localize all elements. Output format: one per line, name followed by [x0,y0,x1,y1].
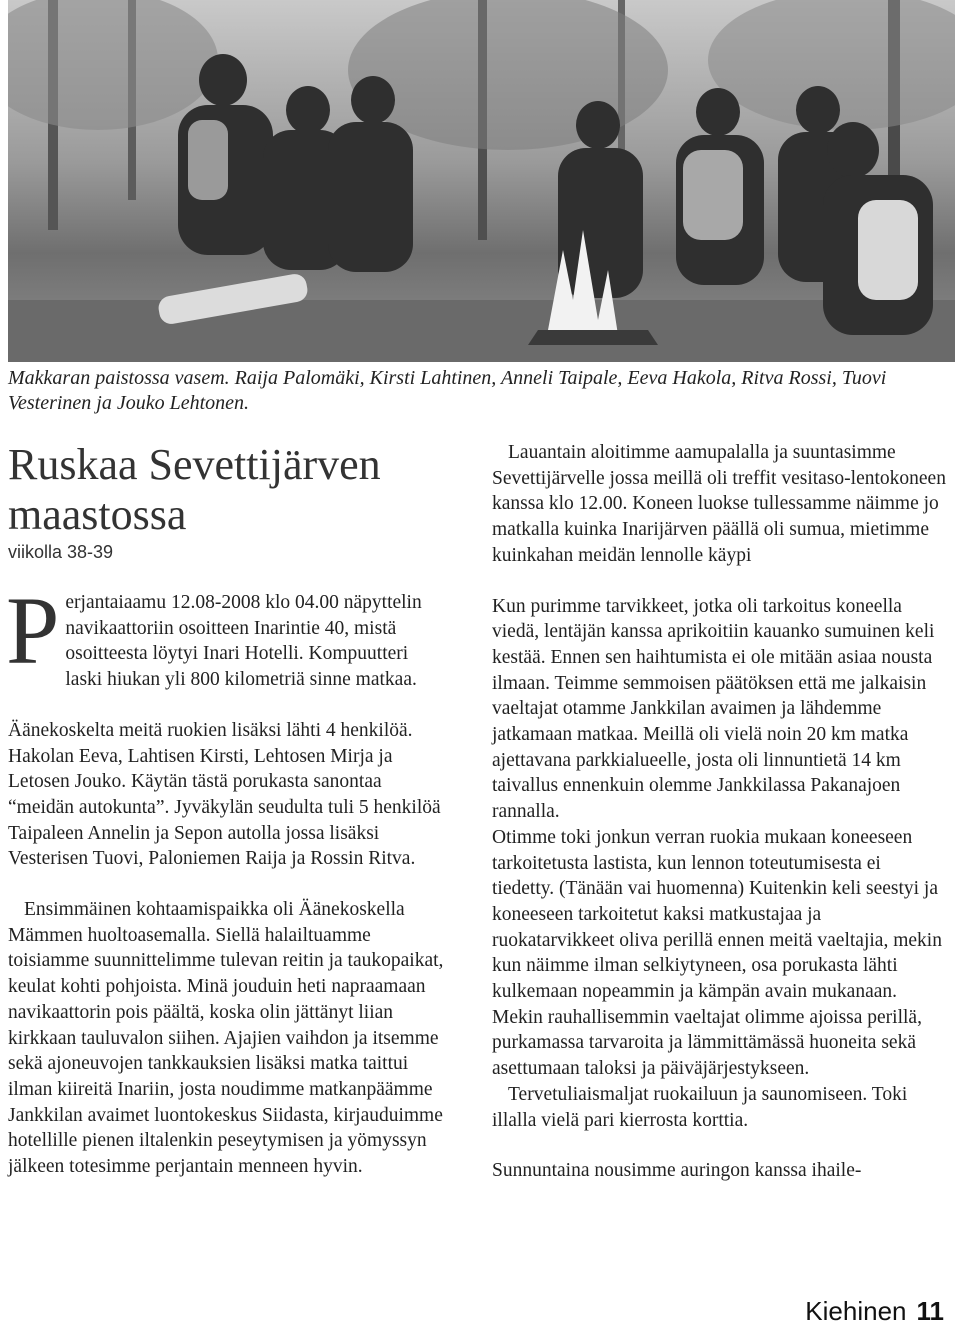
right-column [492,440,947,1184]
paragraph-4: Lauantain aloitimme aamupalalla ja suuntasimme Sevettijärvelle jossa meillä oli treffit vesitaso-lentokoneen kanssa klo 12.00. Koneen luokse tullessamme näimme jo matkalla kuinka Inarijärven päällä oli sumua, mietimme kuinkahan meidän lennolle käypi [492,442,946,566]
paragraph-7: Tervetuliaismaljat ruokailuun ja saunomiseen. Toki illalla vielä pari kierrosta korttia. [492,1083,908,1131]
paragraph-5: Kun purimme tarvikkeet, jotka oli tarkoitus koneella viedä, lentäjän kanssa aprikoitiin kauanko sumuinen keli kestää. Ennen sen haihtumista ei ole mitään asiaa nousta ilmaan. Teimme semmoisen päätöksen että me jalkaisin vaeltajat otamme Jankkilan avaimen ja lähdemme jatkamaan matkaa. Meillä oli vielä noin 20 km matka ajettavana parkkialueelle, josta oli linnuntietä 14 km taivallus ennenkuin olemme Jankkilassa Pakanajoen rannalla. [492,595,935,823]
paragraph-3: Ensimmäinen kohtaamispaikka oli Äänekoskella Mämmen huoltoasemalla. Siellä halailtuamme toisiamme suunnittelimme tulevan reitin ja taukopaikat, keulat kohti pohjoista. Minä jouduin heti napraamaan navikaattorin pois päältä, koska olin jättänyt liian kirkkaan tauluvalon siihen. Ajajien vaihdon ja itsemme sekä ajoneuvojen tankkauksien lisäksi matka taittui ilman kiireitä Inariin, josta noudimme matkanpäämme Jankkilan avaimet luontokeskus Siidasta, kirjauduimme hotellille pienen iltalenkin peseytymisen ja yömyssyn jälkeen totesimme perjantain menneen hyvin. [8,899,444,1178]
photo-caption: Makkaran paistossa vasem. Raija Palomäki, Kirsti Lahtinen, Anneli Taipale, Eeva Hakola, Ritva Rossi, Tuovi Vesterinen ja Jouko Lehtonen. [8,367,887,414]
paragraph-2: Äänekoskelta meitä ruokien lisäksi lähti 4 henkilöä. Hakolan Eeva, Lahtisen Kirsti, Lehtosen Mirja ja Letosen Jouko. Käytän tästä porukasta sanontaa “meidän autokunta”. Jyväkylän seudulta tuli 5 henkilöä Taipaleen Annelin ja Sepon autolla jossa lisäksi Vesterisen Tuovi, Paloniemen Raija ja Rossin Ritva. [8,719,441,870]
page-number: 11 [916,1296,944,1326]
paragraph-6: Otimme toki jonkun verran ruokia mukaan koneeseen tarkoitetusta lastista, kun lennon toteutumisesta ei tiedetty. (Tänään vai huomenna) Kuitenkin keli seestyi ja koneeseen tarkoitetut kaksi matkustajaa ja ruokatarvikkeet oliva perillä ennen meitä vaeltajia, mekin kun näimme ilman selkiytyneen, osa porukasta lähti kulkemaan nopeammin ja kämpän avain mukanaan. Mekin rauhallisemmin vaeltajat olimme ajoissa perillä, purkamassa tarvaroita ja lämmittämässä huoneita sekä asettumaan taloksi ja päiväjärjestykseen. [492,826,942,1080]
paragraph-1-text: erjantaiaamu 12.08-2008 klo 04.00 näpyttelin navikaattoriin osoitteen Inarintie 40, mistä osoitteesta löytyi Inari Hotelli. Kompuutteri laski hiukan yli 800 kilometriä sinne matkaa. [65,592,422,691]
article-title [8,440,468,540]
publication-name: Kiehinen [805,1296,907,1326]
article-subtitle: viikolla 38-39 [8,542,114,562]
left-column [6,577,448,1180]
paragraph-8: Sunnuntaina nousimme auringon kanssa ihaile- [492,1160,862,1182]
dropcap: P [6,577,60,684]
article-title-line-1: Ruskaa Sevettijärven [8,440,381,489]
page-footer [805,1296,944,1327]
campfire-photo-illustration [8,0,955,362]
article-title-line-2: maastossa [8,490,187,539]
article-photo [8,0,955,362]
paragraph-1 [6,577,448,693]
